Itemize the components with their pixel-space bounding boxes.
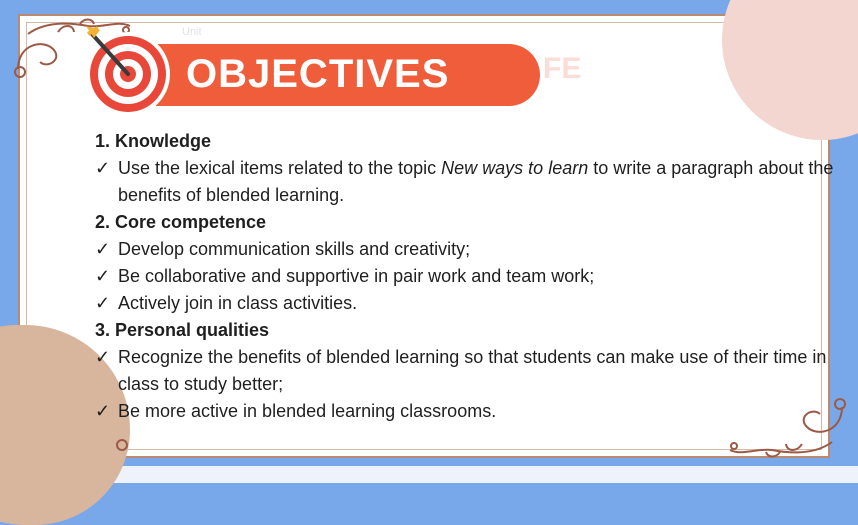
list-item xyxy=(95,398,835,425)
objectives-content xyxy=(95,128,835,425)
item-text: Recognize the benefits of blended learning so that students can make use of their time in class to study better; xyxy=(118,347,827,394)
item-text-before: Use the lexical items related to the topic xyxy=(118,158,442,178)
checkmark-icon: ✓ xyxy=(95,347,111,367)
section-personal-qualities xyxy=(95,317,835,425)
slide-title: OBJECTIVES xyxy=(186,52,450,96)
item-text: Be more active in blended learning classrooms. xyxy=(118,401,497,421)
item-text-after: to write a paragraph about the benefits of blended learning. xyxy=(118,158,834,205)
checkmark-icon: ✓ xyxy=(95,293,111,313)
section-heading: 3. Personal qualities xyxy=(95,320,270,340)
item-text: Actively join in class activities. xyxy=(118,293,358,313)
list-item xyxy=(95,263,835,290)
item-text: Be collaborative and supportive in pair work and team work; xyxy=(118,266,595,286)
checkmark-icon: ✓ xyxy=(95,266,111,286)
bottom-strip xyxy=(0,466,858,483)
section-core-competence xyxy=(95,209,835,317)
list-item xyxy=(95,236,835,263)
list-item xyxy=(95,155,835,209)
item-text: Develop communication skills and creativity; xyxy=(118,239,471,259)
checkmark-icon: ✓ xyxy=(95,239,111,259)
checkmark-icon: ✓ xyxy=(95,401,111,421)
section-heading: 1. Knowledge xyxy=(95,131,212,151)
flourish-ornament-bottom-left xyxy=(110,436,134,454)
ghost-fe-label: FE xyxy=(543,52,582,85)
ghost-unit-label: Unit xyxy=(182,26,202,38)
item-topic-italic: New ways to learn xyxy=(441,158,589,178)
list-item xyxy=(95,290,835,317)
target-arrow-icon xyxy=(82,18,188,118)
section-knowledge xyxy=(95,128,835,209)
list-item xyxy=(95,344,835,398)
section-heading: 2. Core competence xyxy=(95,212,267,232)
checkmark-icon: ✓ xyxy=(95,158,111,178)
